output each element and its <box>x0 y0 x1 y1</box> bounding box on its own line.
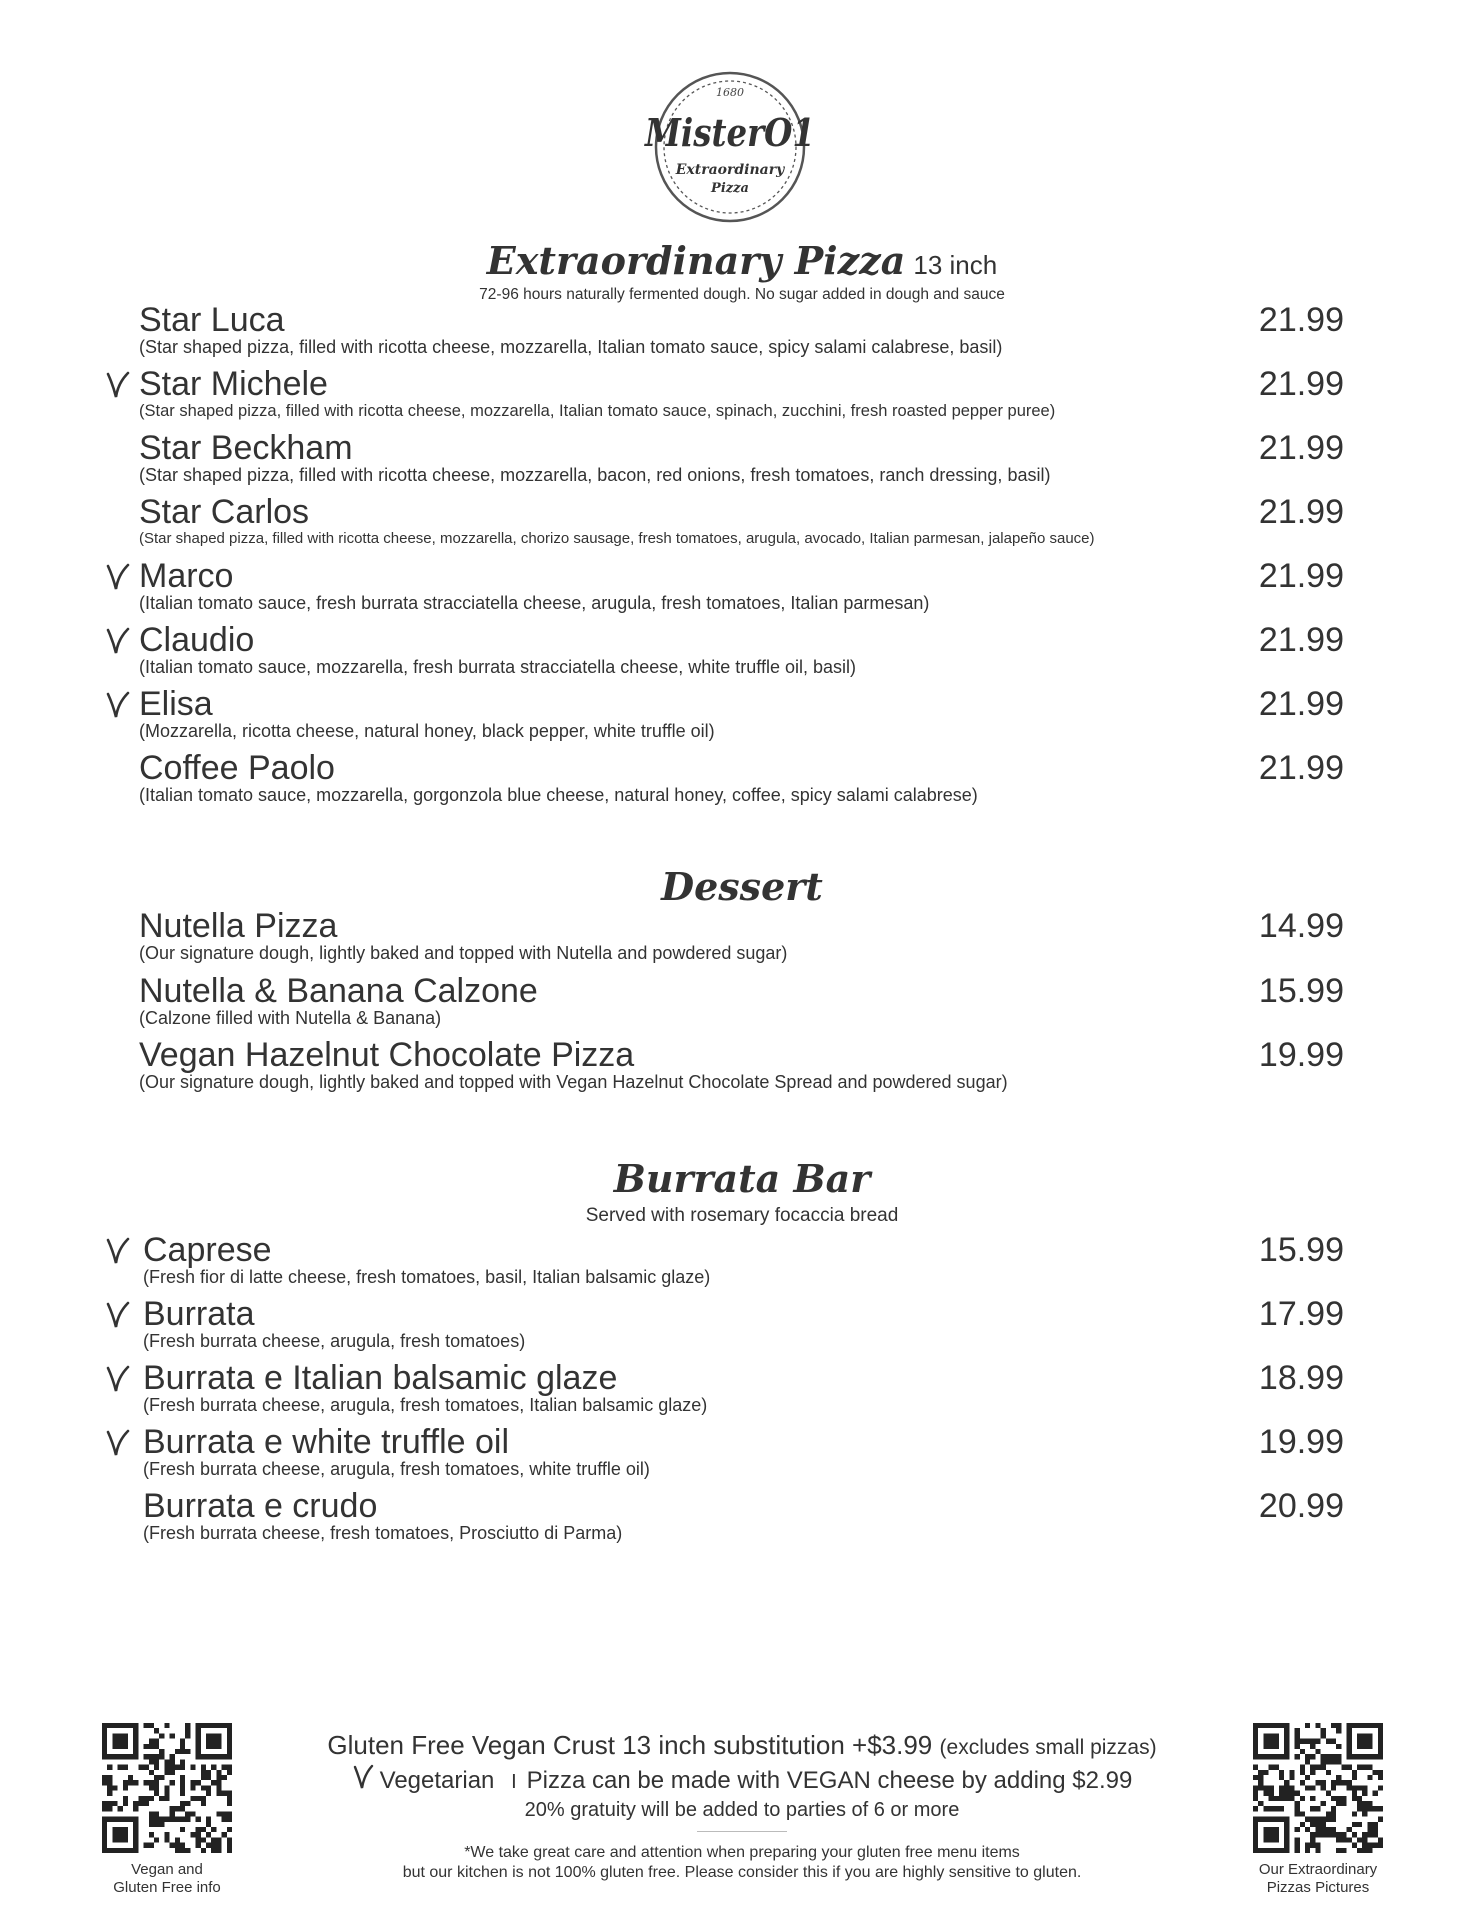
menu-item <box>0 1230 1484 1294</box>
vegetarian-legend-line <box>0 1763 1484 1797</box>
menu-item-description: (Our signature dough, lightly baked and topped with Nutella and powdered sugar) <box>139 943 788 963</box>
dessert-section-title: Dessert <box>661 864 823 909</box>
menu-item-description: (Fresh burrata cheese, arugula, fresh tomatoes) <box>143 1331 526 1351</box>
menu-item-description: (Italian tomato sauce, mozzarella, gorgonzola blue cheese, natural honey, coffee, spicy salami calabrese) <box>139 785 978 805</box>
vegetarian-leaf-icon <box>105 1364 131 1394</box>
menu-item-name: Star Beckham <box>139 429 353 467</box>
logo-tagline-2: Pizza <box>711 181 749 196</box>
menu-item-description: (Fresh burrata cheese, arugula, fresh tomatoes, white truffle oil) <box>143 1459 650 1479</box>
menu-item <box>0 620 1484 684</box>
vegetarian-legend-label: Vegetarian <box>379 1767 495 1794</box>
gluten-free-crust-text: Gluten Free Vegan Crust 13 inch substitution +$3.99 <box>327 1730 933 1760</box>
menu-item-price: 21.99 <box>1258 685 1344 723</box>
gluten-free-crust-line <box>0 1729 1484 1764</box>
pizza-section-title-text: Extraordinary Pizza <box>486 238 906 283</box>
menu-item-price: 21.99 <box>1258 557 1344 595</box>
menu-item <box>0 971 1484 1035</box>
vegetarian-leaf-icon <box>352 1763 374 1791</box>
menu-item-description: (Fresh burrata cheese, arugula, fresh tomatoes, Italian balsamic glaze) <box>143 1395 708 1415</box>
menu-item-description: (Mozzarella, ricotta cheese, natural honey, black pepper, white truffle oil) <box>139 721 715 741</box>
menu-item <box>0 364 1484 428</box>
menu-item <box>0 300 1484 364</box>
menu-item <box>0 684 1484 748</box>
menu-item-price: 18.99 <box>1258 1359 1344 1397</box>
menu-item-name: Star Carlos <box>139 493 310 531</box>
legend-separator: I <box>511 1771 517 1793</box>
menu-item-name: Burrata e white truffle oil <box>143 1423 509 1461</box>
gluten-free-crust-note: (excludes small pizzas) <box>939 1736 1157 1759</box>
menu-item-price: 20.99 <box>1258 1487 1344 1525</box>
qr-right-label-line-2: Pizzas Pictures <box>1266 1879 1370 1896</box>
vegetarian-leaf-icon <box>105 1236 131 1266</box>
menu-item-price: 21.99 <box>1258 493 1344 531</box>
menu-item <box>0 1358 1484 1422</box>
menu-item-price: 17.99 <box>1258 1295 1344 1333</box>
gluten-disclaimer-line-1: *We take great care and attention when preparing your gluten free menu items <box>464 1844 1020 1861</box>
menu-item-price: 15.99 <box>1258 1231 1344 1269</box>
menu-item <box>0 556 1484 620</box>
menu-item-name: Burrata e Italian balsamic glaze <box>143 1359 618 1397</box>
menu-item-price: 21.99 <box>1258 749 1344 787</box>
footer-divider <box>697 1831 787 1832</box>
qr-left-label-line-1: Vegan and <box>131 1861 203 1878</box>
menu-item-description: (Fresh fior di latte cheese, fresh tomatoes, basil, Italian balsamic glaze) <box>143 1267 711 1287</box>
menu-item-name: Burrata e crudo <box>143 1487 378 1525</box>
pizza-section-subtitle: 72-96 hours naturally fermented dough. No sugar added in dough and sauce <box>479 286 1005 303</box>
menu-item-name: Burrata <box>143 1295 255 1333</box>
menu-item <box>0 906 1484 970</box>
vegetarian-leaf-icon <box>105 370 131 400</box>
menu-item-name: Star Michele <box>139 365 328 403</box>
menu-item-name: Marco <box>139 557 234 595</box>
vegetarian-leaf-icon <box>105 1300 131 1330</box>
menu-item-price: 21.99 <box>1258 365 1344 403</box>
burrata-section-subtitle: Served with rosemary focaccia bread <box>585 1205 899 1226</box>
gluten-disclaimer-line-2: but our kitchen is not 100% gluten free. Please consider this if you are highly sensitive to gluten. <box>402 1864 1082 1881</box>
menu-item <box>0 748 1484 812</box>
logo-year: 1680 <box>716 86 744 99</box>
logo-brand: MisterO1 <box>643 110 815 155</box>
menu-item-name: Nutella & Banana Calzone <box>139 971 538 1010</box>
logo-tagline-1: Extraordinary <box>675 162 785 178</box>
menu-item-description: (Italian tomato sauce, fresh burrata stracciatella cheese, arugula, fresh tomatoes, Italian parmesan) <box>139 593 930 613</box>
menu-item-name: Vegan Hazelnut Chocolate Pizza <box>139 1036 635 1074</box>
menu-item-name: Caprese <box>143 1231 272 1269</box>
menu-item-name: Nutella Pizza <box>139 907 338 945</box>
menu-item <box>0 1486 1484 1550</box>
vegetarian-leaf-icon <box>105 690 131 720</box>
menu-item-price: 14.99 <box>1258 907 1344 945</box>
vegetarian-leaf-icon <box>105 626 131 656</box>
menu-item-name: Claudio <box>139 621 255 659</box>
vegan-cheese-note: Pizza can be made with VEGAN cheese by adding $2.99 <box>526 1767 1133 1794</box>
menu-item-description: (Star shaped pizza, filled with ricotta cheese, mozzarella, bacon, red onions, fresh tomatoes, ranch dressing, basil) <box>139 465 1051 485</box>
menu-item <box>0 1035 1484 1099</box>
qr-right-label-line-1: Our Extraordinary <box>1258 1861 1378 1878</box>
pizza-size-label: 13 inch <box>913 250 998 280</box>
menu-item-description: (Italian tomato sauce, mozzarella, fresh burrata stracciatella cheese, white truffle oil, basil) <box>139 657 856 677</box>
qr-left-label-line-2: Gluten Free info <box>113 1879 221 1896</box>
menu-item-price: 19.99 <box>1258 1423 1344 1461</box>
pizza-section-title <box>0 236 1484 290</box>
menu-item-price: 19.99 <box>1258 1036 1344 1074</box>
menu-item-price: 15.99 <box>1258 971 1344 1010</box>
menu-item-price: 21.99 <box>1258 429 1344 467</box>
menu-item-price: 21.99 <box>1258 621 1344 659</box>
menu-item-description: (Star shaped pizza, filled with ricotta cheese, mozzarella, chorizo sausage, fresh tomatoes, arugula, avocado, Italian parmesan, jalapeño sauce) <box>139 530 1095 547</box>
menu-item-name: Elisa <box>139 685 213 723</box>
restaurant-logo <box>642 68 818 226</box>
vegetarian-leaf-icon <box>105 562 131 592</box>
menu-item-price: 21.99 <box>1258 301 1344 339</box>
burrata-section-title: Burrata Bar <box>613 1156 871 1201</box>
menu-item-name: Coffee Paolo <box>139 749 335 787</box>
menu-item-description: (Fresh burrata cheese, fresh tomatoes, Prosciutto di Parma) <box>143 1523 623 1543</box>
menu-item <box>0 428 1484 492</box>
menu-item-name: Star Luca <box>139 301 285 339</box>
menu-item <box>0 1294 1484 1358</box>
menu-item-description: (Our signature dough, lightly baked and topped with Vegan Hazelnut Chocolate Spread and powdered sugar) <box>139 1072 1008 1092</box>
menu-item-description: (Calzone filled with Nutella & Banana) <box>139 1007 442 1028</box>
menu-item <box>0 492 1484 556</box>
menu-item <box>0 1422 1484 1486</box>
vegetarian-leaf-icon <box>105 1428 131 1458</box>
menu-item-description: (Star shaped pizza, filled with ricotta cheese, mozzarella, Italian tomato sauce, spicy salami calabrese, basil) <box>139 337 1003 357</box>
menu-item-description: (Star shaped pizza, filled with ricotta cheese, mozzarella, Italian tomato sauce, spinach, zucchini, fresh roasted pepper puree) <box>139 402 1056 420</box>
gratuity-note: 20% gratuity will be added to parties of 6 or more <box>524 1799 960 1821</box>
